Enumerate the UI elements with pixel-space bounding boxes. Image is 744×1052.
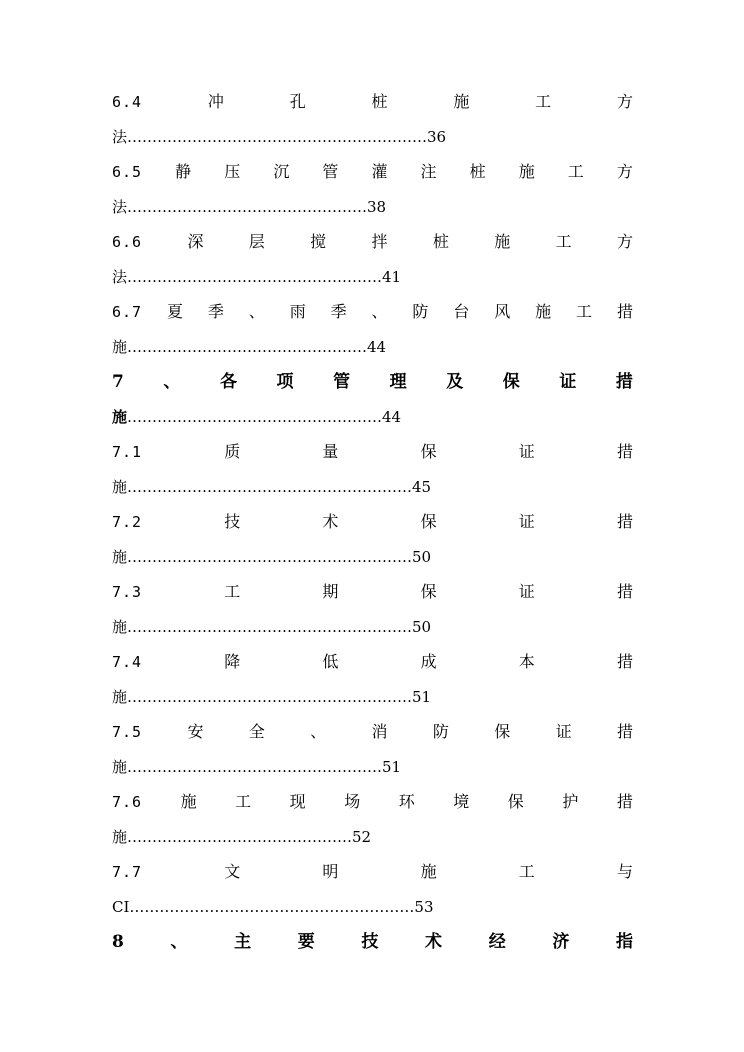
toc-leader-dots: ………………………………………: [127, 828, 353, 846]
toc-title-char: 工: [518, 862, 535, 881]
toc-title-char: 证: [518, 512, 535, 531]
toc-page-number: 50: [412, 548, 432, 566]
toc-leader-dots: ……………………………………………: [127, 758, 383, 776]
toc-wrap-text: 法: [112, 268, 128, 286]
toc-page-number: 44: [367, 338, 387, 356]
toc-page-number: 45: [412, 478, 432, 496]
toc-title-char: 主: [234, 932, 252, 952]
toc-title-char: 孔: [289, 92, 306, 111]
toc-title-char: 文: [224, 862, 241, 881]
toc-title-char: 成: [420, 652, 437, 671]
toc-title-char: 季: [330, 302, 347, 321]
toc-title-char: 施: [180, 792, 197, 811]
toc-title-char: 明: [322, 862, 339, 881]
toc-wrap-text: 施: [112, 478, 128, 496]
toc-title-char: 经: [488, 932, 506, 952]
toc-title-char: 防: [412, 302, 429, 321]
toc-entry-number: 7.2: [112, 513, 143, 531]
toc-entry-line[interactable]: [112, 228, 633, 256]
toc-title-char: 方: [616, 232, 633, 251]
toc-leader-dots: …………………………………………………: [127, 618, 413, 636]
toc-title-char: 措: [616, 652, 633, 671]
toc-entry-leader[interactable]: [112, 333, 633, 361]
toc-title-char: 拌: [371, 232, 388, 251]
toc-title-char: 施: [494, 232, 511, 251]
toc-wrap-text: 法: [112, 198, 128, 216]
toc-title-char: 证: [518, 442, 535, 461]
toc-title-char: 与: [616, 862, 633, 881]
toc-wrap-text: 法: [112, 128, 128, 146]
toc-title-char: 、: [163, 372, 181, 392]
toc-title-char: 深: [187, 232, 204, 251]
toc-entry-leader[interactable]: [112, 473, 633, 501]
toc-title-char: 防: [432, 722, 449, 741]
toc-title-char: 台: [453, 302, 470, 321]
toc-entry-number: 6.5: [112, 163, 143, 181]
toc-title-char: 措: [616, 582, 633, 601]
toc-leader-dots: …………………………………………………: [127, 548, 413, 566]
toc-title-char: 技: [224, 512, 241, 531]
toc-entry-number: 7.1: [112, 443, 143, 461]
toc-entry-line[interactable]: [112, 88, 633, 116]
toc-title-char: 项: [276, 372, 294, 392]
toc-title-char: 季: [207, 302, 224, 321]
toc-leader-dots: …………………………………………: [127, 338, 368, 356]
toc-entry-number: 6.6: [112, 233, 143, 251]
toc-title-char: 护: [562, 792, 579, 811]
toc-title-char: 桩: [371, 92, 388, 111]
toc-title-char: 工: [555, 232, 572, 251]
toc-title-char: 要: [297, 932, 315, 952]
toc-title-char: 、: [371, 302, 388, 321]
toc-title-char: 措: [616, 722, 633, 741]
toc-wrap-text: 施: [112, 408, 128, 426]
toc-title-char: 沉: [273, 162, 290, 181]
toc-title-char: 静: [175, 162, 192, 181]
toc-title-char: 济: [552, 932, 570, 952]
toc-title-char: 保: [420, 442, 437, 461]
toc-title-char: 、: [170, 932, 188, 952]
toc-title-char: 保: [502, 372, 520, 392]
toc-page-number: 36: [427, 128, 447, 146]
toc-leader-dots: …………………………………………………: [127, 688, 413, 706]
toc-page-number: 51: [412, 688, 432, 706]
toc-title-char: 、: [310, 722, 327, 741]
toc-title-char: 环: [398, 792, 415, 811]
toc-title-char: 风: [494, 302, 511, 321]
toc-title-char: 雨: [289, 302, 306, 321]
toc-page-number: 52: [352, 828, 372, 846]
toc-entry-number: 7: [112, 372, 124, 392]
toc-page-number: 38: [367, 198, 387, 216]
toc-entry-number: 7.5: [112, 723, 143, 741]
toc-page-number: 44: [382, 408, 402, 426]
toc-title-char: 保: [420, 582, 437, 601]
toc-entry-line[interactable]: [112, 718, 633, 746]
toc-title-char: 全: [248, 722, 265, 741]
toc-title-char: 理: [389, 372, 407, 392]
toc-title-char: 工: [235, 792, 252, 811]
toc-wrap-text: 施: [112, 688, 128, 706]
toc-entry-leader[interactable]: [112, 683, 633, 711]
toc-page-number: 53: [414, 898, 434, 916]
toc-entry-leader[interactable]: [112, 823, 633, 851]
toc-leader-dots: …………………………………………………: [129, 898, 415, 916]
toc-title-char: 工: [535, 92, 552, 111]
toc-entry-leader[interactable]: [112, 893, 633, 921]
toc-title-char: 境: [453, 792, 470, 811]
toc-title-char: 桩: [469, 162, 486, 181]
toc-entry-line[interactable]: [112, 928, 633, 956]
toc-wrap-text: 施: [112, 618, 128, 636]
toc-title-char: 消: [371, 722, 388, 741]
toc-wrap-text: 施: [112, 828, 128, 846]
toc-title-char: 施: [420, 862, 437, 881]
toc-entry-line[interactable]: [112, 858, 633, 886]
toc-title-char: 措: [616, 302, 633, 321]
toc-title-char: 管: [322, 162, 339, 181]
toc-entry-leader[interactable]: [112, 123, 633, 151]
toc-wrap-text: 施: [112, 548, 128, 566]
toc-entry-line[interactable]: [112, 438, 633, 466]
toc-title-char: 低: [322, 652, 339, 671]
toc-entry-leader[interactable]: [112, 753, 633, 781]
toc-page-number: 50: [412, 618, 432, 636]
toc-title-char: 措: [615, 372, 633, 392]
toc-title-char: 夏: [166, 302, 183, 321]
toc-page-number: 41: [382, 268, 402, 286]
toc-title-char: 证: [518, 582, 535, 601]
toc-entry-line[interactable]: [112, 578, 633, 606]
toc-entry-number: 7.4: [112, 653, 143, 671]
toc-entry-number: 6.7: [112, 303, 143, 321]
toc-title-char: 本: [518, 652, 535, 671]
toc-entry-number: 8: [112, 932, 124, 952]
toc-title-char: 措: [616, 512, 633, 531]
toc-wrap-text: 施: [112, 758, 128, 776]
toc-wrap-text: 施: [112, 338, 128, 356]
toc-title-char: 方: [616, 92, 633, 111]
toc-title-char: 桩: [432, 232, 449, 251]
toc-entry-leader[interactable]: [112, 543, 633, 571]
toc-title-char: 搅: [310, 232, 327, 251]
toc-title-char: 压: [224, 162, 241, 181]
toc-entry-leader[interactable]: [112, 193, 633, 221]
toc-title-char: 现: [289, 792, 306, 811]
toc-leader-dots: ……………………………………………: [127, 268, 383, 286]
toc-title-char: 降: [224, 652, 241, 671]
toc-title-char: 措: [616, 442, 633, 461]
toc-title-char: 各: [219, 372, 237, 392]
toc-title-char: 保: [507, 792, 524, 811]
toc-title-char: 技: [361, 932, 379, 952]
toc-leader-dots: …………………………………………………: [127, 478, 413, 496]
toc-leader-dots: …………………………………………: [127, 198, 368, 216]
toc-title-char: 安: [187, 722, 204, 741]
toc-title-char: 量: [322, 442, 339, 461]
toc-entry-line[interactable]: [112, 508, 633, 536]
toc-title-char: 质: [224, 442, 241, 461]
toc-title-char: 方: [616, 162, 633, 181]
toc-title-char: 工: [576, 302, 593, 321]
toc-entry-number: 7.6: [112, 793, 143, 811]
toc-title-char: 、: [248, 302, 265, 321]
toc-entry-line[interactable]: [112, 158, 633, 186]
toc-wrap-text: CI: [112, 898, 130, 916]
toc-title-char: 工: [224, 582, 241, 601]
toc-leader-dots: ……………………………………………: [127, 408, 383, 426]
toc-title-char: 证: [555, 722, 572, 741]
toc-entry-number: 6.4: [112, 93, 143, 111]
toc-entry-number: 7.7: [112, 863, 143, 881]
toc-title-char: 灌: [371, 162, 388, 181]
toc-entry-line[interactable]: [112, 648, 633, 676]
toc-title-char: 注: [420, 162, 437, 181]
toc-title-char: 层: [248, 232, 265, 251]
toc-title-char: 及: [446, 372, 464, 392]
toc-title-char: 指: [615, 932, 633, 952]
toc-title-char: 术: [425, 932, 443, 952]
toc-title-char: 期: [322, 582, 339, 601]
toc-title-char: 术: [322, 512, 339, 531]
toc-entry-leader[interactable]: [112, 263, 633, 291]
toc-entry-number: 7.3: [112, 583, 143, 601]
toc-entry-line[interactable]: [112, 788, 633, 816]
toc-title-char: 施: [453, 92, 470, 111]
toc-title-char: 冲: [207, 92, 224, 111]
toc-title-char: 证: [559, 372, 577, 392]
toc-title-char: 保: [420, 512, 437, 531]
toc-title-char: 管: [333, 372, 351, 392]
toc-title-char: 施: [535, 302, 552, 321]
toc-title-char: 保: [494, 722, 511, 741]
toc-leader-dots: ……………………………………………………: [127, 128, 428, 146]
toc-entry-leader[interactable]: [112, 613, 633, 641]
toc-entry-line[interactable]: [112, 368, 633, 396]
toc-title-char: 施: [518, 162, 535, 181]
toc-entry-line[interactable]: [112, 298, 633, 326]
toc-title-char: 措: [616, 792, 633, 811]
toc-entry-leader[interactable]: [112, 403, 633, 431]
toc-title-char: 场: [344, 792, 361, 811]
toc-page-number: 51: [382, 758, 402, 776]
toc-title-char: 工: [567, 162, 584, 181]
